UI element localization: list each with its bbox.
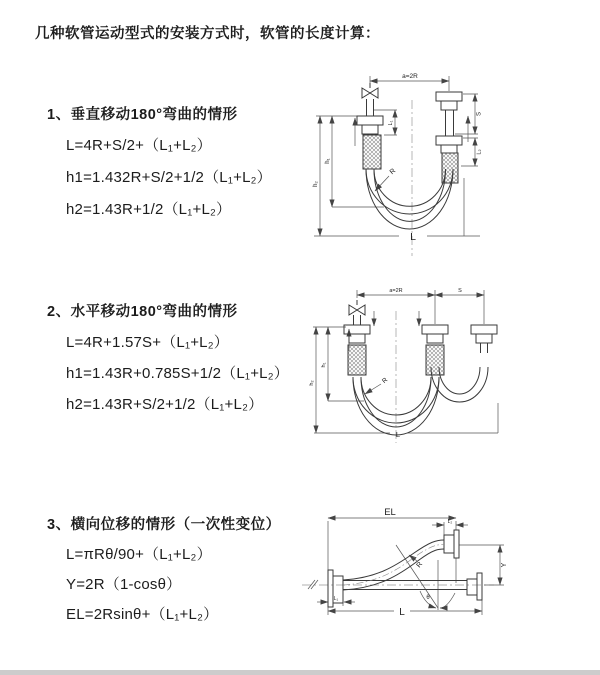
section-3-formula-EL: EL=2Rsinθ+（L₁+L₂）: [66, 606, 219, 623]
page-title: 几种软管运动型式的安装方式时，软管的长度计算：: [35, 26, 380, 42]
d3-break-mark: [308, 580, 318, 589]
d2-dim-label-h1: h₁: [321, 362, 327, 368]
section-2-heading: 2、水平移动180°弯曲的情形: [47, 304, 238, 320]
d3-right-flange: [477, 573, 482, 600]
d1-left-braid: [363, 135, 381, 169]
d2-dim-label-a2r: a=2R: [389, 288, 403, 294]
d3-dimension-lines: [302, 518, 504, 615]
d3-radius-construction-line: [396, 545, 438, 608]
d3-dim-label-el: EL: [384, 507, 396, 518]
d3-dim-label-l1: L₁: [333, 596, 339, 602]
d1-dim-label-h2: h₂: [313, 181, 319, 187]
d1-hose-pos2-outer: [366, 169, 453, 229]
d1-dim-label-h1: h₁: [325, 158, 331, 164]
d3-scurve-upper-wall: [343, 540, 444, 580]
diagram-horizontal-180-bend: [302, 283, 592, 458]
d1-left-flange: [357, 116, 383, 125]
section-3-formula-L: L=πRθ/90+（L₁+L₂）: [66, 546, 212, 563]
d3-scurve-lower-wall: [343, 549, 444, 590]
d2-hose-assembly: [344, 300, 497, 435]
d2-flange-left: [344, 325, 370, 334]
d1-dim-label-s: S: [476, 111, 483, 117]
section-2-formula-h1: h1=1.43R+0.785S+1/2（L₁+L₂）: [66, 365, 289, 382]
d2-hose-right-inner: [439, 367, 480, 394]
d2-flange-middle: [422, 325, 448, 334]
d1-radius-label: R: [388, 167, 398, 177]
section-3-heading: 3、横向位移的情形（一次性变位）: [47, 517, 281, 533]
d1-right-coupling: [436, 136, 462, 145]
d1-hose-pos1-inner: [374, 169, 446, 206]
d3-displaced-flange: [454, 530, 459, 558]
d1-dim-label-l1: L₁: [388, 120, 394, 126]
d2-radius-leader: [365, 384, 381, 394]
d1-dim-label-l2: L₂: [476, 149, 483, 155]
diagram-vertical-180-bend: [302, 66, 592, 261]
d3-angle-label: θ: [426, 595, 430, 601]
d3-dim-label-l2: L₂: [447, 519, 453, 525]
d2-dim-label-s: S: [458, 288, 462, 294]
d1-valve-icon: [362, 88, 378, 98]
d3-scurve-centerline: [343, 545, 444, 586]
section-2-formula-L: L=4R+1.57S+（L₁+L₂）: [66, 334, 229, 351]
section-2-formula-h2: h2=1.43R+S/2+1/2（L₁+L₂）: [66, 396, 264, 413]
d3-length-label: L: [399, 607, 405, 618]
d2-dimension-lines: [313, 290, 498, 443]
d2-radius-label: R: [380, 376, 390, 386]
d3-hose-assembly: [328, 530, 482, 607]
section-1-formula-h2: h2=1.43R+1/2（L₁+L₂）: [66, 201, 232, 218]
d1-right-flange: [436, 92, 462, 101]
section-3-formula-Y: Y=2R（1-cosθ）: [66, 576, 182, 593]
section-1-heading: 1、垂直移动180°弯曲的情形: [47, 107, 238, 123]
d1-length-label: L: [410, 231, 416, 243]
d3-angle-arrow-right: [440, 593, 455, 608]
d3-left-flange: [328, 570, 333, 607]
page-bottom-rule: [0, 670, 600, 675]
section-1-formula-h1: h1=1.432R+S/2+1/2（L₁+L₂）: [66, 169, 272, 186]
section-1-formula-L: L=4R+S/2+（L₁+L₂）: [66, 137, 212, 154]
d2-valve-icon: [349, 305, 365, 315]
d2-dim-label-h2: h₂: [309, 380, 315, 386]
d3-dim-label-y: Y: [501, 562, 508, 568]
d2-flange-right: [471, 325, 497, 334]
d3-radius-label: R: [415, 560, 425, 570]
d2-length-label: L: [395, 430, 401, 439]
d2-braid-left: [348, 345, 366, 375]
d2-braid-middle: [426, 345, 444, 375]
d1-dim-label-a2r: a=2R: [402, 73, 418, 80]
diagram-lateral-displacement: [298, 498, 598, 663]
